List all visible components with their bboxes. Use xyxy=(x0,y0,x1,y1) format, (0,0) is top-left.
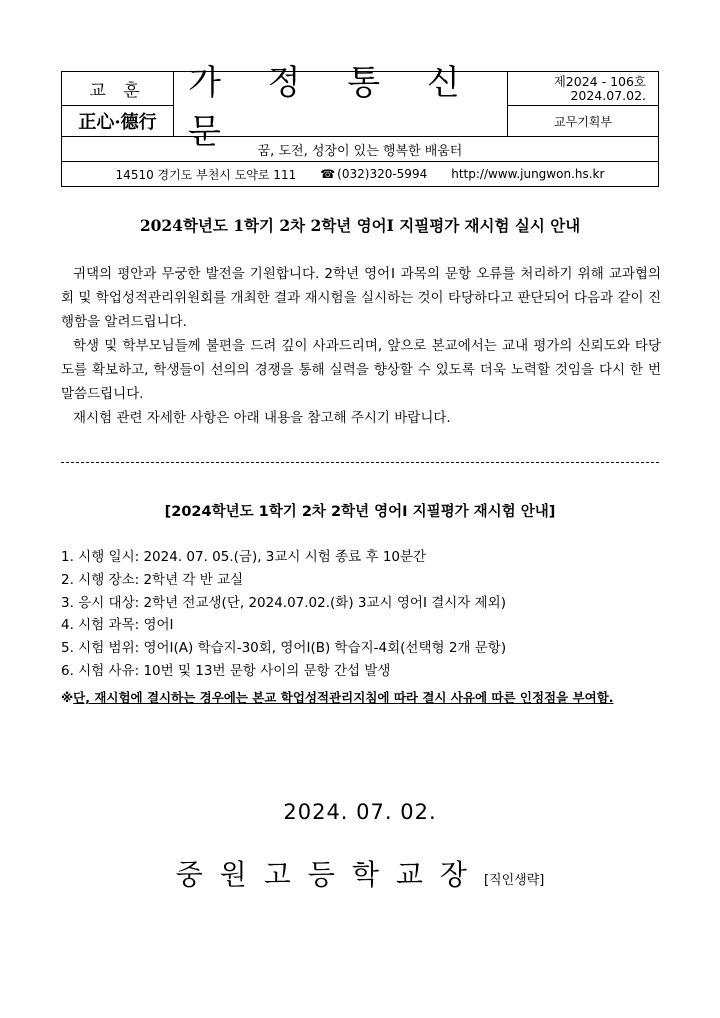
cut-line-divider xyxy=(61,462,659,463)
motto-box xyxy=(62,72,174,136)
list-item: 2. 시행 장소: 2학년 각 반 교실 xyxy=(61,571,244,588)
list-item: 6. 시험 사유: 10번 및 13번 문항 사이의 문항 간섭 발생 xyxy=(61,662,391,679)
doc-date: 2024.07.02. xyxy=(570,87,646,103)
paragraph: 재시험 관련 자세한 사항은 아래 내용을 참고해 주시기 바랍니다. xyxy=(73,410,451,426)
doc-number: 제2024 - 106호 xyxy=(553,73,646,89)
department: 교무기획부 xyxy=(554,114,612,129)
list-item: 5. 시험 범위: 영어Ⅰ(A) 학습지-30회, 영어Ⅰ(B) 학습지-4회(선택형 2개 문항) xyxy=(61,640,507,657)
absence-note xyxy=(61,688,671,706)
phone xyxy=(320,167,427,181)
notice-title: [2024학년도 1학기 2차 2학년 영어Ⅰ 지필평가 재시험 안내] xyxy=(164,504,556,520)
website-link[interactable]: http://www.jungwon.hs.kr xyxy=(451,167,605,181)
contact-row xyxy=(62,162,658,186)
doc-meta xyxy=(508,72,658,106)
phone-number: (032)320-5994 xyxy=(337,167,428,181)
address: 14510 경기도 부천시 도약로 111 xyxy=(115,167,297,182)
principal-signature xyxy=(0,853,720,893)
paragraph: 귀댁의 평안과 무궁한 발전을 기원합니다. 2학년 영어Ⅰ 과목의 문항 오류를 처리하기 위해 교과협의회 및 학업성적관리위원회를 개최한 결과 재시험을 실시하는 것이 타당하다고 판단되어 다음과 같이 진행함을 알려드립니다. xyxy=(61,266,661,330)
seal-note: [직인생략] xyxy=(483,873,545,888)
motto-value: 正心·德行 xyxy=(78,112,157,133)
newsletter-title: 가 정 통 신 문 xyxy=(174,72,508,136)
list-item: 1. 시행 일시: 2024. 07. 05.(금), 3교시 시험 종료 후 10분간 xyxy=(61,549,427,565)
list-item: 4. 시험 과목: 영어Ⅰ xyxy=(61,617,174,634)
slogan: 꿈, 도전, 성장이 있는 행복한 배움터 xyxy=(62,137,658,162)
motto-label: 교 훈 xyxy=(62,72,173,106)
paragraph: 학생 및 학부모님들께 불편을 드려 깊이 사과드리며, 앞으로 본교에서는 교내 평가의 신뢰도와 타당도를 확보하고, 학생들이 선의의 경쟁을 통해 실력을 향상할 수 있도록 더욱 노력할 것임을 다시 한 번 말씀드립니다. xyxy=(61,338,661,402)
signature-name: 중원고등학교장 xyxy=(175,858,484,891)
meta-box xyxy=(508,72,658,136)
body-text xyxy=(61,262,661,430)
document-title: 2024학년도 1학기 2차 2학년 영어Ⅰ 지필평가 재시험 실시 안내 xyxy=(139,216,581,235)
note-text: 단, 재시험에 결시하는 경우에는 본교 학업성적관리지침에 따라 결시 사유에 따른 인정점을 부여함. xyxy=(73,690,614,705)
phone-icon: ☎ xyxy=(320,167,336,181)
note-mark: ※ xyxy=(61,690,74,705)
letterhead xyxy=(61,63,659,187)
list-item: 3. 응시 대상: 2학년 전교생(단, 2024.07.02.(화) 3교시 영어Ⅰ 결시자 제외) xyxy=(61,594,506,611)
issue-date: 2024. 07. 02. xyxy=(283,800,437,824)
notice-items xyxy=(61,546,671,683)
